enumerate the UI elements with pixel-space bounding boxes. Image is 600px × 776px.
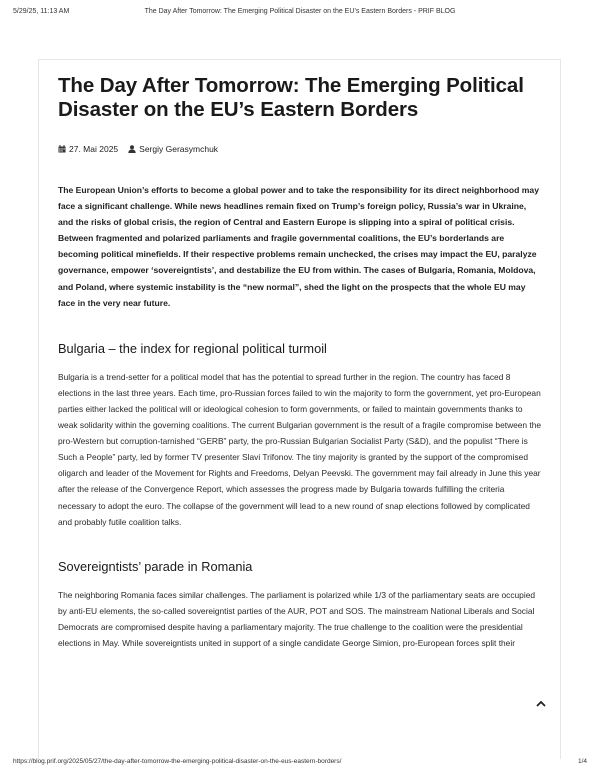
scroll-to-top-button[interactable] [534, 696, 548, 710]
article-title: The Day After Tomorrow: The Emerging Political Disaster on the EU’s Eastern Borders [58, 74, 524, 121]
article-meta [58, 144, 542, 154]
article-lead: The European Union’s efforts to become a global power and to take the responsibility for its direct neighborhood may face a significant challenge. While news headlines remain fixed on Trump’s foreign policy, Russia’s war in Ukraine, and the risks of global crisis, the region of Central and Eastern Europe is slipping into a spiral of political crisis. Between fragmented and polarized parliaments and fragile governmental coalitions, the EU’s borderlands are becoming political minefields. If their respective problems remain unchecked, the crises may impact the EU, paralyze governance, empower ‘sovereigntists’, and destabilize the EU from within. The cases of Bulgaria, Romania, Moldova, and Poland, where systemic instability is the “new normal”, shed the light on the prospects that the whole EU may face in the very near future. [58, 185, 539, 308]
article-author[interactable] [128, 144, 218, 154]
print-page-number: 1/4 [577, 758, 587, 765]
section-heading-bulgaria: Bulgaria – the index for regional political turmoil [58, 340, 327, 356]
chevron-up-icon [536, 700, 546, 707]
print-page-title: The Day After Tomorrow: The Emerging Political Disaster on the EU’s Eastern Borders - PRIF BLOG [144, 8, 456, 15]
article-date [58, 144, 118, 154]
print-header [13, 8, 587, 20]
article-author-name: Sergiy Gerasymchuk [139, 144, 219, 154]
article-content [58, 74, 542, 651]
print-footer [13, 758, 587, 768]
user-icon [128, 145, 136, 153]
section-text-romania: The neighboring Romania faces similar challenges. The parliament is polarized while 1/3 of the parliamentary seats are occupied by anti-EU elements, the so-called sovereigntist parties of the AUR, POT and SOS. The mainstream National Liberals and Social Democrats are compromised despite having a parliamentary majority. The true challenge to the coalition were the presidential elections in May. While sovereigntists united in support of a single candidate George Simion, pro-European forces split their [58, 589, 536, 648]
print-url: https://blog.prif.org/2025/05/27/the-day-after-tomorrow-the-emerging-political-disaster-on-the-eus-eastern-borders/ [13, 758, 342, 765]
section-text-bulgaria: Bulgaria is a trend-setter for a political model that has the potential to spread further in the region. The country has faced 8 elections in the last three years. Each time, pro-Russian forces failed to win the majority to form the government, yet pro-European parties either lacked the political will or ideological cohesion to form governments, or failed to maintain governments thanks to weak solidarity within the governing coalitions. The current Bulgarian government is the result of a fragile compromise between the pro-Western but corruption-tarnished “GERB” party, the pro-Russian Bulgarian Socialist Party (S&D), and the populist “There is Such a People” party, led by former TV presenter Slavi Trifonov. The tiny majority is granted by the support of the compromised oligarch and leader of the Movement for Rights and Freedoms, Delyan Peevski. The government may fail already in June this year after the release of the Convergence Report, which assesses the progress made by Bulgaria towards fulfilling the criteria necessary to adopt the euro. The collapse of the government will lead to a new round of snap elections followed by complicated and probably futile coalition talks. [58, 371, 542, 527]
print-datetime: 5/29/25, 11:13 AM [13, 8, 70, 15]
calendar-icon [58, 145, 66, 153]
section-heading-romania: Sovereigntists’ parade in Romania [58, 558, 253, 574]
article-date-text: 27. Mai 2025 [69, 144, 119, 154]
